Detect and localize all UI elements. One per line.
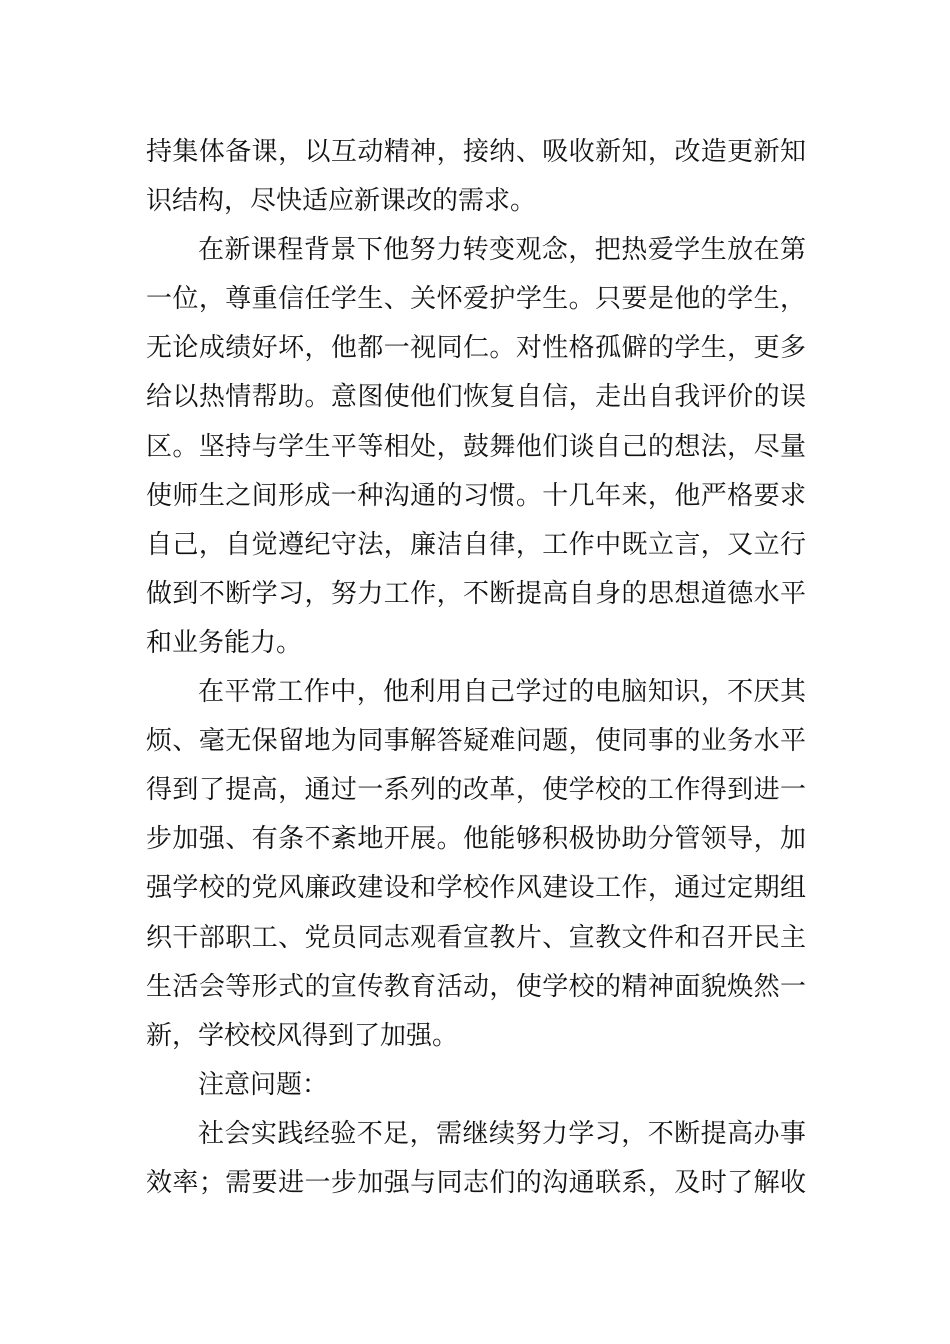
text-line: 和业务能力。 bbox=[146, 627, 303, 658]
text-line: 识结构，尽快适应新课改的需求。 bbox=[146, 186, 537, 217]
text-line: 给以热情帮助。意图使他们恢复自信，走出自我评价的误 bbox=[146, 382, 806, 413]
text-line: 烦、毫无保留地为同事解答疑难问题，使同事的业务水平 bbox=[146, 726, 806, 757]
text-line: 持集体备课，以互动精神，接纳、吸收新知，改造更新知 bbox=[146, 137, 806, 167]
text-line: 使师生之间形成一种沟通的习惯。十几年来，他严格要求 bbox=[146, 480, 806, 511]
text-line: 生活会等形式的宣传教育活动，使学校的精神面貌焕然一 bbox=[146, 971, 806, 1002]
text-line: 无论成绩好坏，他都一视同仁。对性格孤僻的学生，更多 bbox=[146, 333, 806, 364]
text-line: 强学校的党风廉政建设和学校作风建设工作，通过定期组 bbox=[146, 873, 806, 904]
text-line: 在平常工作中，他利用自己学过的电脑知识，不厌其 bbox=[198, 677, 806, 708]
text-line: 效率；需要进一步加强与同志们的沟通联系，及时了解收 bbox=[146, 1167, 806, 1198]
text-line: 区。坚持与学生平等相处，鼓舞他们谈自己的想法，尽量 bbox=[146, 431, 806, 462]
text-line: 做到不断学习，努力工作，不断提高自身的思想道德水平 bbox=[146, 578, 806, 609]
body-text bbox=[146, 128, 806, 1208]
section-heading: 注意问题： bbox=[198, 1069, 329, 1100]
text-line: 社会实践经验不足，需继续努力学习，不断提高办事 bbox=[198, 1118, 806, 1149]
text-line: 步加强、有条不紊地开展。他能够积极协助分管领导，加 bbox=[146, 824, 806, 855]
text-line: 得到了提高，通过一系列的改革，使学校的工作得到进一 bbox=[146, 775, 806, 806]
text-line: 自己，自觉遵纪守法，廉洁自律，工作中既立言，又立行 bbox=[146, 529, 806, 560]
text-line: 织干部职工、党员同志观看宣教片、宣教文件和召开民主 bbox=[146, 922, 806, 953]
text-line: 一位，尊重信任学生、关怀爱护学生。只要是他的学生， bbox=[146, 284, 806, 315]
text-line: 新，学校校风得到了加强。 bbox=[146, 1020, 459, 1051]
text-line: 在新课程背景下他努力转变观念，把热爱学生放在第 bbox=[198, 235, 806, 266]
